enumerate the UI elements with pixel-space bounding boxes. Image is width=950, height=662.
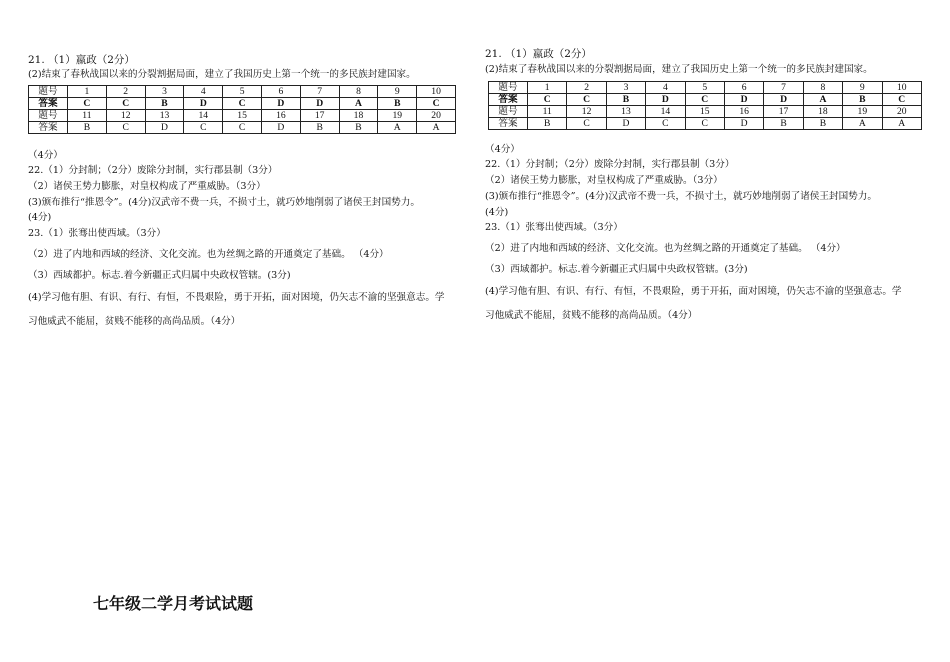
q23-part2: （2）进了内地和西域的经济、文化交流。也为丝绸之路的开通奠定了基础。 （4分） bbox=[28, 249, 389, 260]
q21-part2: (2)结束了春秋战国以来的分裂割据局面，建立了我国历史上第一个统一的多民族封建国家。 bbox=[485, 64, 873, 75]
table-row bbox=[489, 118, 922, 130]
table-cell: 7 bbox=[300, 86, 339, 98]
q23-part1: 23.（1）张骞出使西域。（3分） bbox=[28, 228, 166, 239]
table-cell: D bbox=[606, 118, 645, 130]
table-cell: C bbox=[528, 94, 567, 106]
table-cell: 13 bbox=[606, 106, 645, 118]
table-cell: 17 bbox=[764, 106, 803, 118]
table-cell: 8 bbox=[339, 86, 378, 98]
table-cell: 18 bbox=[339, 110, 378, 122]
table-cell: D bbox=[261, 122, 300, 134]
table-cell: 5 bbox=[685, 82, 724, 94]
table-cell: B bbox=[843, 94, 882, 106]
table-row bbox=[489, 94, 922, 106]
q23-part4-line2: 习他威武不能屈，贫贱不能移的高尚品质。（4分） bbox=[485, 310, 698, 321]
table-cell: C bbox=[685, 94, 724, 106]
table-cell: 5 bbox=[223, 86, 262, 98]
table-cell: 20 bbox=[417, 110, 456, 122]
table-cell: A bbox=[417, 122, 456, 134]
table-cell: 19 bbox=[843, 106, 882, 118]
answer-table bbox=[28, 85, 456, 134]
q22-part3: (3)颁布推行“推恩令”。(4分)汉武帝不费一兵，不损寸土，就巧妙地削弱了诸侯王封国势力。 bbox=[28, 197, 420, 208]
table-cell: C bbox=[184, 122, 223, 134]
table-cell: D bbox=[261, 98, 300, 110]
q23-part3: （3）西域都护。标志.着今新疆正式归属中央政权管辖。(3分) bbox=[28, 270, 291, 281]
table-cell: B bbox=[300, 122, 339, 134]
table-cell: A bbox=[378, 122, 417, 134]
row-label: 题号 bbox=[489, 82, 528, 94]
row-label: 答案 bbox=[489, 118, 528, 130]
table-cell: 11 bbox=[68, 110, 107, 122]
q22-part2: （2）诸侯王势力膨胀，对皇权构成了严重威胁。（3分） bbox=[28, 181, 266, 192]
table-cell: 2 bbox=[106, 86, 145, 98]
row-label: 题号 bbox=[489, 106, 528, 118]
table-cell: C bbox=[223, 98, 262, 110]
table-cell: D bbox=[300, 98, 339, 110]
table-cell: 3 bbox=[145, 86, 184, 98]
table-cell: B bbox=[764, 118, 803, 130]
table-cell: 12 bbox=[567, 106, 606, 118]
table-row bbox=[29, 98, 456, 110]
q22-part1: 22.（1）分封制；（2分）废除分封制，实行郡县制（3分） bbox=[485, 159, 735, 170]
q23-part3: （3）西域都护。标志.着今新疆正式归属中央政权管辖。(3分) bbox=[485, 264, 748, 275]
table-cell: 12 bbox=[106, 110, 145, 122]
q22-part3-score: (4分) bbox=[28, 212, 52, 223]
row-label: 答案 bbox=[489, 94, 528, 106]
table-cell: 4 bbox=[646, 82, 685, 94]
table-cell: A bbox=[843, 118, 882, 130]
table-cell: B bbox=[339, 122, 378, 134]
table-cell: B bbox=[528, 118, 567, 130]
table-cell: C bbox=[223, 122, 262, 134]
q22-part3: (3)颁布推行“推恩令”。(4分)汉武帝不费一兵，不损寸土，就巧妙地削弱了诸侯王封国势力。 bbox=[485, 191, 877, 202]
table-cell: 20 bbox=[882, 106, 921, 118]
table-cell: C bbox=[567, 94, 606, 106]
table-row bbox=[29, 122, 456, 134]
table-cell: 11 bbox=[528, 106, 567, 118]
table-cell: D bbox=[145, 122, 184, 134]
q23-part4-line1: (4)学习他有胆、有识、有行、有恒，不畏艰险，勇于开拓，面对困境，仍矢志不渝的坚强意志。学 bbox=[28, 292, 445, 303]
q23-part2: （2）进了内地和西域的经济、文化交流。也为丝绸之路的开通奠定了基础。 （4分） bbox=[485, 243, 846, 254]
page-title: 七年级二学月考试试题 bbox=[93, 594, 254, 613]
q21-part1: 21. （1）嬴政（2分） bbox=[485, 48, 592, 60]
table-cell: 16 bbox=[724, 106, 763, 118]
answer-table bbox=[488, 81, 922, 130]
table-cell: 6 bbox=[724, 82, 763, 94]
table-cell: 8 bbox=[803, 82, 842, 94]
table-cell: 1 bbox=[528, 82, 567, 94]
table-cell: 10 bbox=[417, 86, 456, 98]
table-cell: A bbox=[339, 98, 378, 110]
q22-part2: （2）诸侯王势力膨胀，对皇权构成了严重威胁。（3分） bbox=[485, 175, 723, 186]
table-cell: D bbox=[724, 94, 763, 106]
table-cell: 15 bbox=[223, 110, 262, 122]
table-cell: 15 bbox=[685, 106, 724, 118]
table-cell: A bbox=[803, 94, 842, 106]
table-cell: C bbox=[106, 122, 145, 134]
table-cell: 17 bbox=[300, 110, 339, 122]
q23-part1: 23.（1）张骞出使西域。（3分） bbox=[485, 222, 623, 233]
q22-part3-score: (4分) bbox=[485, 207, 509, 218]
row-label: 答案 bbox=[29, 122, 68, 134]
table-cell: 13 bbox=[145, 110, 184, 122]
row-label: 题号 bbox=[29, 110, 68, 122]
row-label: 题号 bbox=[29, 86, 68, 98]
q21-part2: (2)结束了春秋战国以来的分裂割据局面，建立了我国历史上第一个统一的多民族封建国家。 bbox=[28, 69, 416, 80]
score-note: （4分） bbox=[485, 144, 520, 155]
table-cell: B bbox=[145, 98, 184, 110]
table-cell: C bbox=[567, 118, 606, 130]
table-cell: 14 bbox=[646, 106, 685, 118]
table-row bbox=[489, 82, 922, 94]
table-cell: B bbox=[378, 98, 417, 110]
table-cell: C bbox=[685, 118, 724, 130]
table-cell: 9 bbox=[843, 82, 882, 94]
table-cell: B bbox=[803, 118, 842, 130]
table-row bbox=[29, 110, 456, 122]
q23-part4-line1: (4)学习他有胆、有识、有行、有恒，不畏艰险，勇于开拓，面对困境，仍矢志不渝的坚强意志。学 bbox=[485, 286, 902, 297]
q21-part1: 21. （1）嬴政（2分） bbox=[28, 54, 135, 66]
row-label: 答案 bbox=[29, 98, 68, 110]
table-cell: 9 bbox=[378, 86, 417, 98]
table-cell: 14 bbox=[184, 110, 223, 122]
table-cell: D bbox=[724, 118, 763, 130]
table-cell: 18 bbox=[803, 106, 842, 118]
table-cell: C bbox=[417, 98, 456, 110]
table-cell: D bbox=[646, 94, 685, 106]
table-cell: 3 bbox=[606, 82, 645, 94]
table-cell: 6 bbox=[261, 86, 300, 98]
table-cell: C bbox=[646, 118, 685, 130]
table-cell: 4 bbox=[184, 86, 223, 98]
table-row bbox=[489, 106, 922, 118]
table-cell: 10 bbox=[882, 82, 921, 94]
table-row bbox=[29, 86, 456, 98]
table-cell: 1 bbox=[68, 86, 107, 98]
q23-part4-line2: 习他威武不能屈，贫贱不能移的高尚品质。（4分） bbox=[28, 316, 241, 327]
table-cell: 7 bbox=[764, 82, 803, 94]
q22-part1: 22.（1）分封制；（2分）废除分封制，实行郡县制（3分） bbox=[28, 165, 278, 176]
table-cell: C bbox=[106, 98, 145, 110]
score-note: （4分） bbox=[28, 150, 63, 161]
table-cell: 16 bbox=[261, 110, 300, 122]
table-cell: 2 bbox=[567, 82, 606, 94]
table-cell: D bbox=[184, 98, 223, 110]
table-cell: B bbox=[68, 122, 107, 134]
table-cell: 19 bbox=[378, 110, 417, 122]
table-cell: B bbox=[606, 94, 645, 106]
table-cell: A bbox=[882, 118, 921, 130]
table-cell: D bbox=[764, 94, 803, 106]
table-cell: C bbox=[68, 98, 107, 110]
table-cell: C bbox=[882, 94, 921, 106]
